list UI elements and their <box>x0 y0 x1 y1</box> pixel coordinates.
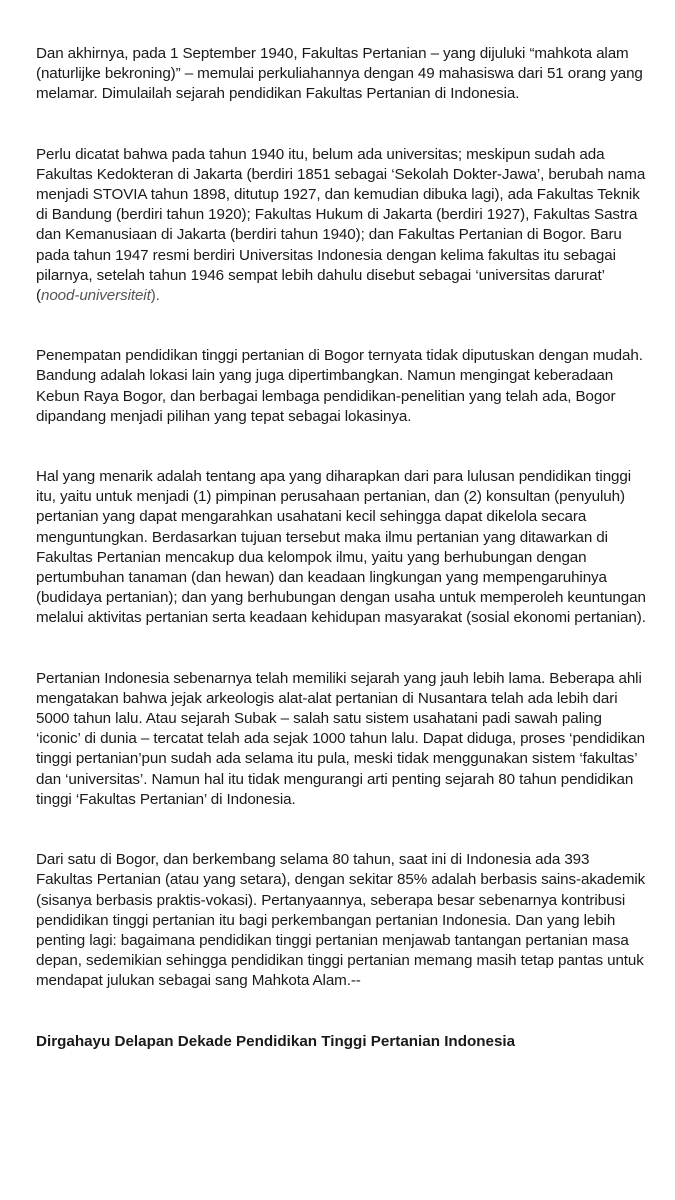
paragraph-6: Dari satu di Bogor, dan berkembang selama 80 tahun, saat ini di Indonesia ada 393 Fakultas Pertanian (atau yang setara), dengan sekitar 85% adalah berbasis sains-akademik (sisanya berbasis praktis-vokasi). Pertanyaannya, seberapa besar sebenarnya kontribusi pendidikan tinggi pertanian itu bagi perkembangan pertanian Indonesia. Dan yang lebih penting lagi: bagaimana pendidikan tinggi pertanian menjawab tantangan pertanian masa depan, sedemikian sehingga pendidikan tinggi pertanian memang masih tetap pantas untuk mendapat julukan sebagai sang Mahkota Alam.-- <box>36 851 646 990</box>
paragraph-1: Dan akhirnya, pada 1 September 1940, Fakultas Pertanian – yang dijuluki “mahkota alam (naturlijke bekroning)” – memulai perkuliahannya dengan 49 mahasiswa dari 51 orang yang melamar. Dimulailah sejarah pendidikan Fakultas Pertanian di Indonesia. <box>36 45 643 103</box>
closing-line: Dirgahayu Delapan Dekade Pendidikan Tinggi Pertanian Indonesia <box>36 1032 516 1050</box>
paragraph-2 <box>36 145 646 307</box>
paragraph-5: Pertanian Indonesia sebenarnya telah memiliki sejarah yang jauh lebih lama. Beberapa ahli mengatakan bahwa jejak arkeologis alat-alat pertanian di Nusantara telah ada lebih dari 5000 tahun lalu. Atau sejarah Subak – salah satu sistem usahatani padi sawah paling ‘iconic’ di dunia – tercatat telah ada sejak 1000 tahun lalu. Dapat diduga, proses ‘pendidikan tinggi pertanian’pun sudah ada selama itu pula, meski tidak menggunakan sistem ‘fakultas’ dan ‘universitas’. Namun hal itu tidak mengurangi arti penting sejarah 80 tahun pendidikan tinggi ‘Fakultas Pertanian’ di Indonesia. <box>36 669 645 808</box>
paragraph-3: Penempatan pendidikan tinggi pertanian di Bogor ternyata tidak diputuskan dengan mudah. Bandung adalah lokasi lain yang juga dipertimbangkan. Namun mengingat keberadaan Kebun Raya Bogor, dan berbagai lembaga pendidikan-penelitian yang telah ada, Bogor dipandang menjadi pilihan yang tepat sebagai lokasinya. <box>36 347 643 425</box>
paragraph-2-term: nood-universiteit <box>40 287 151 305</box>
paragraph-2-end: ). <box>150 287 160 305</box>
paragraph-2-main: Perlu dicatat bahwa pada tahun 1940 itu, belum ada universitas; meskipun sudah ada Fakultas Kedokteran di Jakarta (berdiri 1851 sebagai ‘Sekolah Dokter-Jawa’, berubah nama menjadi STOVIA tahun 1898, ditutup 1927, dan kemudian dibuka lagi), ada Fakultas Teknik di Bandung (berdiri tahun 1920); Fakultas Hukum di Jakarta (berdiri 1927), Fakultas Sastra dan Kemanusiaan di Jakarta (berdiri tahun 1940); dan Fakultas Pertanian di Bogor. Baru pada tahun 1947 resmi berdiri Universitas Indonesia dengan kelima fakultas itu sebagai pilarnya, setelah tahun 1946 sempat lebih dahulu disebut sebagai ‘universitas darurat’ ( <box>36 145 646 305</box>
paragraph-4: Hal yang menarik adalah tentang apa yang diharapkan dari para lulusan pendidikan tinggi itu, yaitu untuk menjadi (1) pimpinan perusahaan pertanian, dan (2) konsultan (penyuluh) pertanian yang dapat mengarahkan usahatani kecil sehingga dapat dikelola secara menguntungkan. Berdasarkan tujuan tersebut maka ilmu pertanian yang ditawarkan di Fakultas Pertanian mencakup dua kelompok ilmu, yaitu yang berhubungan dengan pertumbuhan tanaman (dan hewan) dan keadaan lingkungan yang mempengaruhinya (budidaya pertanian); dan yang berhubungan dengan usaha untuk memperoleh keuntungan melalui aktivitas pertanian serta keadaan kehidupan masyarakat (sosial ekonomi pertanian). <box>36 468 646 627</box>
document-body <box>36 44 646 1052</box>
